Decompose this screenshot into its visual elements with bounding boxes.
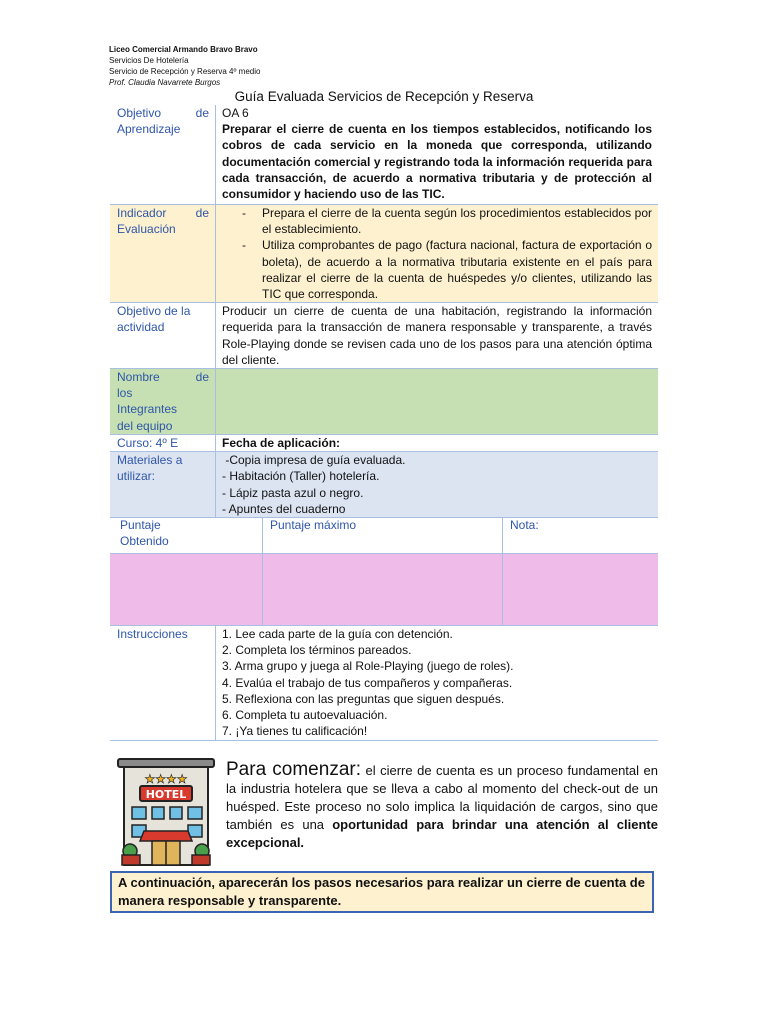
steps-callout-box: A continuación, aparecerán los pasos necesarios para realizar un cierre de cuenta de manera responsable y transparente. — [110, 871, 654, 913]
indicador-list — [222, 205, 652, 302]
actividad-label: Objetivo de la actividad — [110, 303, 216, 369]
indicador-item: - Prepara el cierre de la cuenta según los procedimientos establecidos por el establecimiento. — [242, 206, 652, 237]
intro-heading: Para comenzar: — [226, 759, 361, 780]
indicador-content — [216, 205, 659, 303]
document-header — [109, 44, 260, 88]
objetivo-content — [216, 105, 659, 205]
instruction-item: 1. Lee cada parte de la guía con detención. — [222, 627, 453, 641]
page-title: Guía Evaluada Servicios de Recepción y Reserva — [234, 89, 534, 104]
hotel-building-illustration — [114, 757, 218, 869]
score-header-row — [110, 517, 658, 554]
instruction-item: 3. Arma grupo y juega al Role-Playing (juego de roles). — [222, 659, 514, 674]
curso-row — [110, 435, 658, 452]
puntaje-obtenido-field[interactable] — [110, 554, 263, 626]
teacher-name: Prof. Claudia Navarrete Burgos — [109, 78, 221, 87]
hotel-sign-text: HOTEL — [145, 788, 187, 801]
intro-paragraph — [226, 761, 658, 852]
objetivo-row — [110, 105, 658, 205]
score-values-row — [110, 554, 658, 626]
school-name: Liceo Comercial Armando Bravo Bravo — [109, 45, 258, 54]
instructions-table — [110, 626, 658, 741]
fecha-label: Fecha de aplicación: — [216, 435, 659, 452]
intro-text-bold: oportunidad para brindar una atención al cliente excepcional. — [226, 817, 658, 850]
integrantes-label: Nombre de los Integrantes del equipo — [110, 369, 216, 435]
instruction-item: 6. Completa tu autoevaluación. — [222, 708, 388, 723]
puntaje-maximo-field[interactable] — [263, 554, 503, 626]
materiales-item: - Apuntes del cuaderno — [222, 501, 346, 516]
objetivo-label: Objetivo de Aprendizaje — [110, 105, 216, 205]
svg-text:★★★★: ★★★★ — [144, 772, 188, 786]
score-table — [110, 517, 658, 626]
puntaje-maximo-label: Puntaje máximo — [263, 517, 503, 554]
instruction-item: 4. Evalúa el trabajo de tus compañeros y compañeras. — [222, 675, 513, 690]
guide-info-table — [110, 105, 658, 518]
materiales-list — [216, 452, 659, 518]
actividad-row — [110, 303, 658, 369]
objetivo-text: Preparar el cierre de cuenta en los tiempos establecidos, notificando los cobros de cada servicio en la moneda que corresponda, utilizando documentación comercial y registrando toda la información requerida para cada transacción, de acuerdo a normativa tributaria y de protección al consumidor y haciendo uso de las TIC. — [222, 122, 652, 202]
materiales-item: - Habitación (Taller) hotelería. — [222, 469, 380, 484]
actividad-text: Producir un cierre de cuenta de una habitación, registrando la información requerida para la transacción de manera responsable y transparente, a través Role-Playing donde se revisen cada uno de los pasos para una atención óptima del cliente. — [216, 303, 659, 369]
course-line: Servicio de Recepción y Reserva 4º medio — [109, 67, 261, 76]
indicador-row — [110, 205, 658, 303]
materiales-item: -Copia impresa de guía evaluada. — [222, 453, 406, 468]
curso-label: Curso: 4º E — [110, 435, 216, 452]
materiales-label: Materiales a utilizar: — [110, 452, 216, 518]
nota-field[interactable] — [503, 554, 659, 626]
integrantes-row — [110, 369, 658, 435]
materiales-row — [110, 452, 658, 518]
instructions-row — [110, 626, 658, 741]
department-name: Servicios De Hotelería — [109, 56, 189, 65]
oa-code: OA 6 — [222, 106, 249, 120]
instructions-label: Instrucciones — [110, 626, 216, 741]
intro-text: el cierre de cuenta es un proceso fundamental en la industria hotelera que se lleva a cabo al momento del check-out de un huésped. Este proceso no solo implica la liquidación de cargos, sino que también es una — [226, 763, 658, 832]
integrantes-field[interactable] — [216, 369, 659, 435]
puntaje-obtenido-label: Puntaje Obtenido — [110, 517, 263, 554]
instruction-item: 2. Completa los términos pareados. — [222, 643, 412, 658]
indicador-label: Indicador de Evaluación — [110, 205, 216, 303]
materiales-item: - Lápiz pasta azul o negro. — [222, 485, 364, 500]
nota-label: Nota: — [503, 517, 659, 554]
indicador-item: - Utiliza comprobantes de pago (factura nacional, factura de exportación o boleta), de acuerdo a la normativa tributaria existente en el país para realizar el cierre de la cuenta de huéspedes y/o clientes, utilizando las TIC que corresponda. — [242, 238, 652, 302]
instructions-list — [216, 626, 659, 741]
instruction-item: 7. ¡Ya tienes tu calificación! — [222, 724, 368, 739]
instruction-item: 5. Reflexiona con las preguntas que siguen después. — [222, 691, 505, 706]
